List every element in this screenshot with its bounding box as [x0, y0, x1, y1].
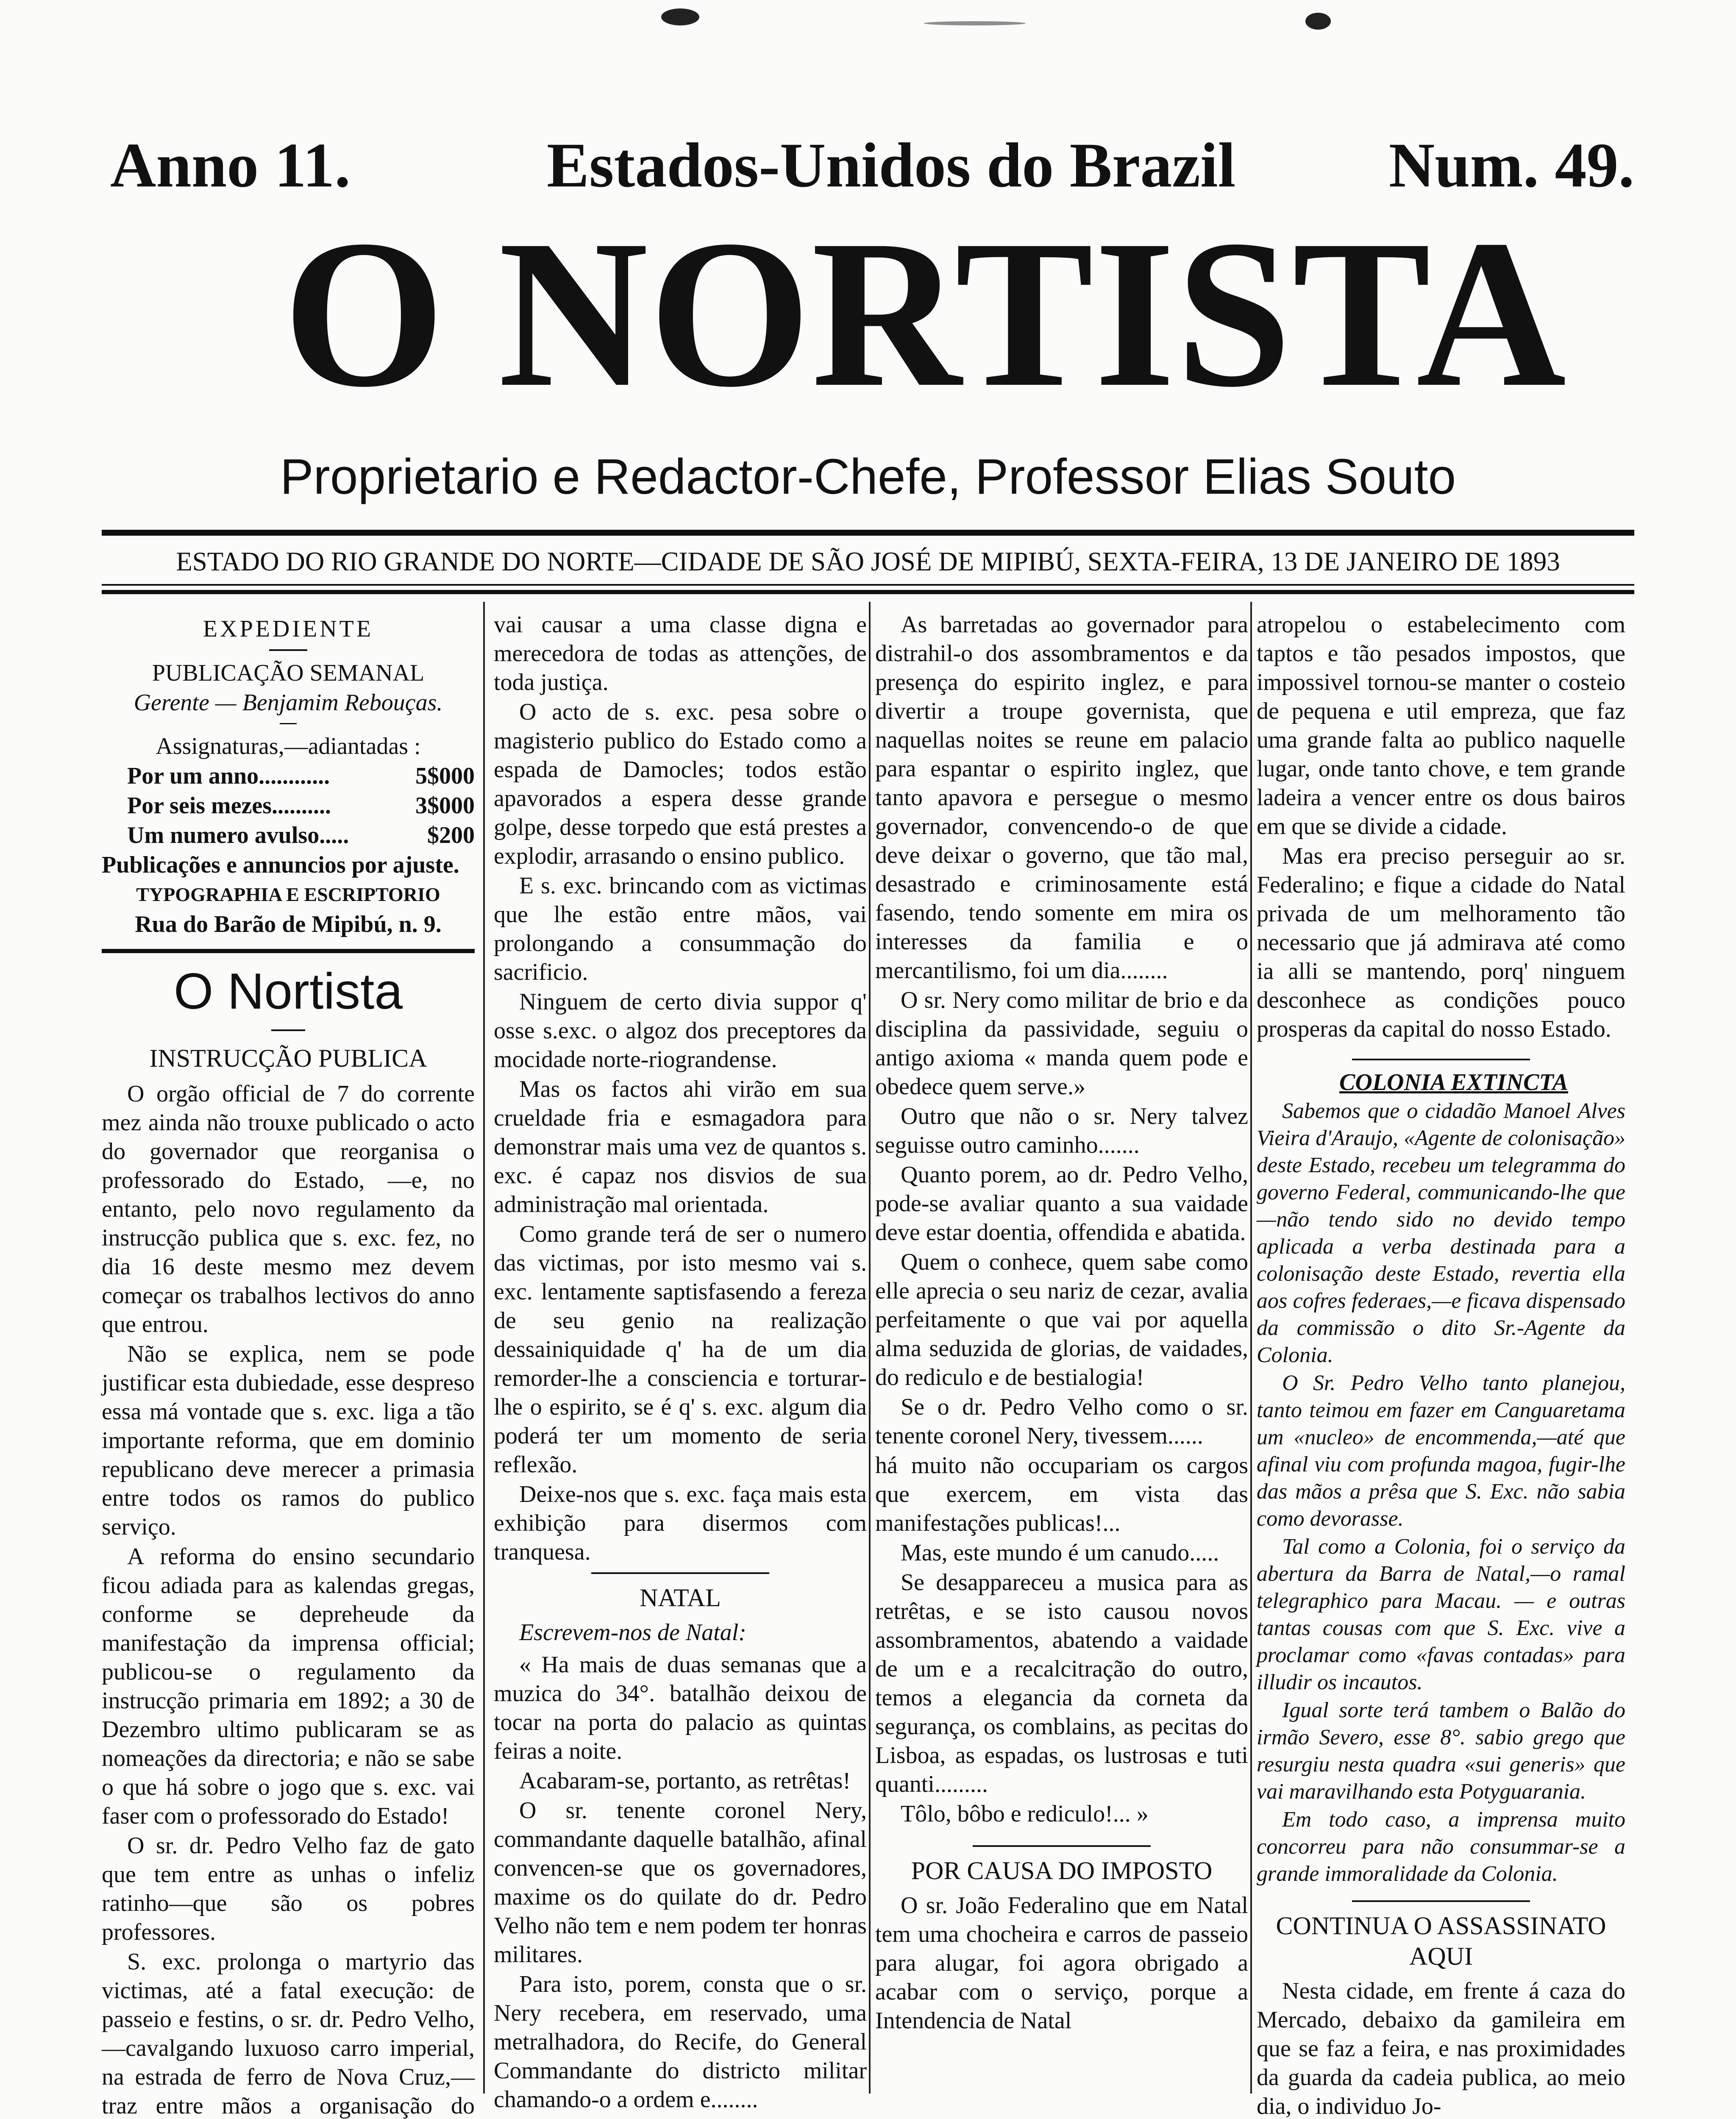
column-3	[875, 610, 1248, 2094]
paragraph: Tôlo, bôbo e rediculo!... »	[901, 1801, 1149, 1827]
assignaturas-label: Assignaturas,—adiantadas :	[156, 733, 421, 759]
article-title: INSTRUCÇÃO PUBLICA	[149, 1044, 427, 1072]
dateline: ESTADO DO RIO GRANDE DO NORTE—CIDADE DE SÃO JOSÉ DE MIPIBÚ, SEXTA-FEIRA, 13 DE JANEIRO DE 1893	[176, 547, 1560, 576]
ink-smudge	[661, 8, 699, 25]
paragraph: Tal como a Colonia, foi o serviço da abertura da Barra de Natal,—o ramal telegraphico para Macau. — e outras tantas cousas com que S. Exc. vive a proclamar como «favas contadas» para illudir os incautos.	[1257, 1535, 1625, 1694]
ornament-rule	[1352, 1900, 1530, 1902]
paragraph: Acabaram-se, portanto, as retrêtas!	[519, 1768, 851, 1794]
section-title: O Nortista	[173, 963, 403, 1020]
paragraph: Nesta cidade, em frente á caza do Mercado, debaixo da gamileira em que se faz a feira, e nas proximidades da guarda da cadeia publica, ao meio dia, o individuo Jo-	[1257, 1978, 1625, 2119]
paragraph: « Ha mais de duas semanas que a muzica do 34°. batalhão deixou de tocar na porta do palacio as quintas feiras a noite.	[494, 1652, 867, 1764]
column-1	[102, 610, 475, 2119]
header-rule-bottom	[102, 590, 1634, 594]
typographia-line: TYPOGRAPHIA E ESCRIPTORIO	[136, 884, 440, 905]
paragraph: Deixe-nos que s. exc. faça mais esta exhibição para disermos com tranquesa.	[494, 1481, 867, 1565]
paragraph: Outro que não o sr. Nery talvez seguisse outro caminho.......	[875, 1103, 1248, 1158]
paragraph: As barretadas ao governador para distrahil-o dos assombramentos e da presença do espirito inglez, e para divertir a troupe governista, que naquellas noites se reune em palacio para espantar o espirito inglez, que tanto apavora e persegue o mesmo governador, convencendo-o de que deve deixar o governo, que tão mal, desastrado e criminosamente está fasendo, tendo somente em mira os interesses da familia e o mercantilismo, foi um dia........	[875, 612, 1248, 984]
ornament-rule	[1352, 1059, 1530, 1060]
paragraph: O sr. dr. Pedro Velho faz de gato que tem entre as unhas o infeliz ratinho—que são os pobres professores.	[102, 1833, 475, 1945]
paragraph: S. exc. prolonga o martyrio das victimas, até a fatal execução: de passeio e festins, o sr. dr. Pedro Velho,—cavalgando luxuoso carro imperial, na estrada de ferro de Nova Cruz,—traz entre mãos a organisação do	[102, 1949, 475, 2119]
publicacao-semanal: PUBLICAÇÃO SEMANAL	[152, 660, 425, 686]
price-row: Por um anno............ 5$000	[127, 763, 475, 789]
paragraph: O sr. Nery como militar de brio e da disciplina da passividade, seguiu o antigo axioma « manda quem pode e obedece quem serve.»	[875, 987, 1248, 1100]
ornament-rule	[271, 1029, 305, 1031]
paragraph: Quem o conhece, quem sabe como elle aprecia o seu nariz de cezar, avalia perfeitamente o que vai por aquella alma seduzida de glorias, de vaidades, do rediculo e de bestialogia!	[875, 1249, 1248, 1390]
paragraph: Como grande terá de ser o numero das victimas, por isto mesmo vai s. exc. lentamente saptisfasendo a fereza de seu genio na realização dessainiquidade q' ha de um dia remorder-lhe a consciencia e torturar-lhe o espirito, se é q' s. exc. algum dia poderá ter um momento de seria reflexão.	[494, 1221, 867, 1478]
ornament-rule	[591, 1572, 769, 1574]
paragraph: Ninguem de certo divia suppor q' osse s.exc. o algoz dos preceptores da mocidade norte-riograndense.	[494, 989, 867, 1073]
price-row: Por seis mezes.......... 3$000	[127, 793, 475, 819]
expediente-title: EXPEDIENTE	[203, 616, 374, 642]
header-rule-mid	[102, 584, 1634, 586]
article-intro: Escrevem-nos de Natal:	[519, 1619, 746, 1646]
paragraph: Não se explica, nem se pode justificar esta dubiedade, esse despreso essa má vontade que s. exc. liga a tão importante reforma, que em dominio republicano deve merecer a primasia entre todos os ramos do publico serviço.	[102, 1341, 475, 1540]
paragraph: vai causar a uma classe digna e merecedora de todas as attenções, de toda justiça.	[494, 612, 867, 695]
paragraph: O Sr. Pedro Velho tanto planejou, tanto teimou em fazer em Canguaretama um «nucleo» de encommenda,—até que afinal viu com profunda magoa, fugir-lhe das mãos a prêsa que S. Exc. não sabia como devorasse.	[1257, 1371, 1625, 1531]
gerente-line: Gerente — Benjamim Rebouças.	[134, 690, 443, 716]
paragraph: Quanto porem, ao dr. Pedro Velho, pode-se avaliar quanto a sua vaidade deve estar doentia, offendida e abatida.	[875, 1162, 1248, 1246]
endereco-line: Rua do Barão de Mipibú, n. 9.	[135, 911, 442, 937]
header-rule-top	[102, 530, 1634, 536]
issue-number: Num. 49.	[1388, 130, 1634, 200]
paragraph: Se o dr. Pedro Velho como o sr. tenente coronel Nery, tivessem......	[875, 1394, 1248, 1449]
article-title: POR CAUSA DO IMPOSTO	[911, 1857, 1213, 1885]
owner-line: Proprietario e Redactor-Chefe, Professor Elias Souto	[280, 449, 1456, 505]
ink-smudge	[924, 21, 1026, 25]
paragraph: Igual sorte terá tambem o Balão do irmão Severo, esse 8°. sabio grego que resurgiu nesta quadra «sui generis» que vai maravilhando esta Potyguarania.	[1257, 1698, 1625, 1804]
price-row: Um numero avulso..... $200	[127, 822, 475, 848]
paragraph: Mas os factos ahi virão em sua crueldade fria e esmagadora para demonstrar mais uma vez de quantos s. exc. é capaz nos disvios de sua administração mal orientada.	[494, 1076, 867, 1218]
masthead-top-row	[102, 127, 1634, 203]
ink-smudge	[1305, 13, 1331, 30]
paragraph: O orgão official de 7 do corrente mez ainda não trouxe publicado o acto do governador que reorganisa o professorado do Estado, —e, no entanto, pelo novo regulamento da instrucção publica que s. exc. fez, no dia 16 deste mesmo mez devem começar os trabalhos lectivos do anno que entrou.	[102, 1081, 475, 1338]
article-title: COLONIA EXTINCTA	[1339, 1069, 1568, 1096]
column-4	[1257, 610, 1625, 2119]
paragraph: Sabemos que o cidadão Manoel Alves Vieira d'Araujo, «Agente de colonisação» deste Estado, recebeu um telegramma do governo Federal, communicando-lhe que—não tendo sido no devido tempo aplicada a verba destinada para a colonisação deste Estado, revertia ella aos cofres federaes,—e ficava dispensado da commissão o dito Sr.-Agente da Colonia.	[1257, 1099, 1625, 1367]
section-rule	[102, 949, 475, 953]
paragraph: E s. exc. brincando com as victimas que lhe estão entre mãos, vai prolongando a consummação do sacrificio.	[494, 873, 867, 985]
volume-label: Anno 11.	[110, 130, 351, 200]
ornament-rule	[280, 723, 297, 724]
article-title: CONTINUA O ASSASSINATO AQUI	[1276, 1912, 1606, 1970]
column-divider	[869, 602, 871, 2094]
ornament-rule	[973, 1845, 1151, 1847]
ornament-rule	[269, 649, 307, 651]
paragraph: O sr. João Federalino que em Natal tem uma chocheira e carros de passeio para alugar, foi agora obrigado a acabar com o serviço, porque a Intendencia de Natal	[875, 1892, 1248, 2034]
paragraph: A reforma do ensino secundario ficou adiada para as kalendas gregas, conforme se depreheude da manifestação da imprensa official; publicou-se o regulamento da instrucção primaria em 1892; a 30 de Dezembro ultimo publicaram se as nomeações da directoria; e não se sabe o que há sobre o jogo que s. exc. vai faser com o professorado do Estado!	[102, 1543, 475, 1829]
paragraph: Se desappareceu a musica para as retrêtas, e se isto causou novos assombramentos, abatendo a vaidade de um e a recalcitração do outro, temos a elegancia da corneta da segurança, os comblains, as pecitas do Lisboa, as espadas, os lustrosas e tuti quanti.........	[875, 1569, 1248, 1797]
paragraph: Para isto, porem, consta que o sr. Nery recebera, em reservado, uma metralhadora, do Recife, do General Commandante do districto militar chamando-o a ordem e........	[494, 1971, 867, 2113]
country-label: Estados-Unidos do Brazil	[547, 130, 1236, 200]
paragraph: O acto de s. exc. pesa sobre o magisterio publico do Estado como a espada de Damocles; todos estão apavorados a espera desse grande golpe, desse torpedo que está prestes a explodir, arrasando o ensino publico.	[494, 699, 867, 869]
column-divider	[1250, 602, 1252, 2094]
paragraph: Mas era preciso perseguir ao sr. Federalino; e fique a cidade do Natal privada de um melhoramento tão necessario que já admirava até como ia alli se mantendo, porq' ninguem desconhece as condições pouco prosperas da capital do nosso Estado.	[1257, 843, 1625, 1042]
column-2	[494, 610, 867, 2113]
publicacoes-line: Publicações e annuncios por ajuste.	[102, 852, 459, 878]
article-title: NATAL	[640, 1584, 721, 1612]
paragraph: Em todo caso, a imprensa muito concorreu para não consummar-se a grande immoralidade da Colonia.	[1257, 1808, 1625, 1886]
paragraph: O sr. tenente coronel Nery, commandante daquelle batalhão, afinal convencen-se que os governadores, maxime os do quilate do dr. Pedro Velho não tem e nem podem ter honras militares.	[494, 1797, 867, 1968]
column-divider	[483, 602, 485, 2094]
paragraph: há muito não occupariam os cargos que exercem, em vista das manifestações publicas!...	[875, 1452, 1248, 1536]
paragraph: atropelou o estabelecimento com taptos e tão pesados impostos, que impossivel tornou-se manter o costeio de pequena e util empreza, que faz uma grande falta ao publico naquelle lugar, onde tanto chove, e tem grande ladeira a vencer entre os dous bairos em que se divide a cidade.	[1257, 612, 1625, 840]
newspaper-title: O NORTISTA	[283, 196, 1567, 431]
paragraph: Mas, este mundo é um canudo.....	[901, 1540, 1219, 1566]
